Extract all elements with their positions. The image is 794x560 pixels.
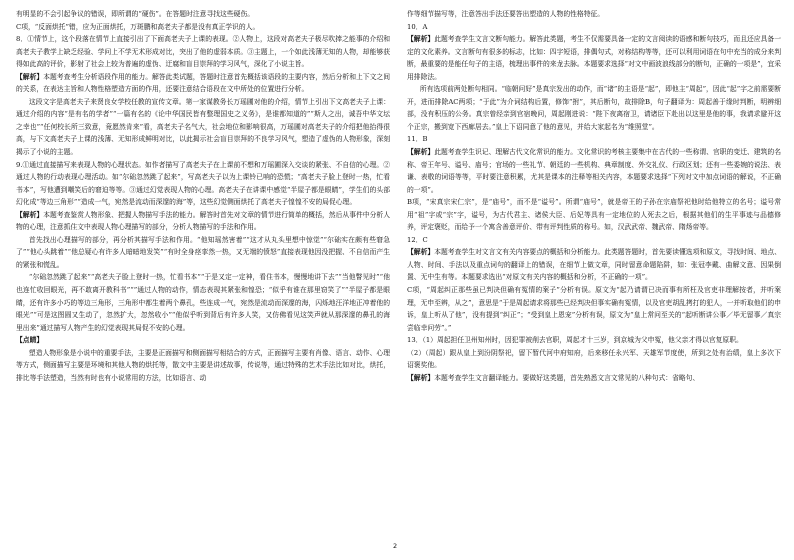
right-column — [407, 8, 781, 384]
paragraph-text: 本题考查学生对文言文有关内容要点的概括和分析能力。此类题答题时，首先要读懂选项和原文，寻找时间、地点、人物、时间、手法以及重点词句的翻译上的错误，在细节上做文章，同时留意命题陷阱，如：张冠李戴、曲解文意、因果倒置、无中生有等。本题要求选出“对原文有关内容的概括和分析，不正确的一项”。 — [407, 248, 782, 282]
section-label: 【解析】 — [16, 72, 44, 81]
paragraph — [407, 83, 781, 133]
left-column — [16, 8, 390, 384]
paragraph-text: C项，“反面烘托”错，应为正面烘托，万斑鹏和高老夫子都是没有真正学识的人。 — [16, 22, 260, 31]
section-label: 【解析】 — [407, 248, 435, 257]
paragraph-text: 塑造人物形象是小说中的重要手法，主要是正面描写和侧面描写相结合的方式，正面描写主要有肖像、语言、动作、心理等方式，侧面描写主要是环境和其他人物的烘托等，散文中主要是讲述故事，传说等，通过特殊的艺术手法比如对比，烘托，排比等手法塑造，当然有时也有小说常用的方法，比如语言、动 — [16, 348, 390, 382]
section-label: 【点睛】 — [16, 336, 44, 345]
section-label: 【解析】 — [16, 210, 44, 219]
paragraph-text: 此题考查学生识记、理解古代文化常识的能力。文化常识的考核主要集中在古代的一些称谓、官职的变迁、建筑的名称、帝王年号、谥号、庙号；官场的一些礼节、朝廷的一些机构、典章制度、外交礼仪、行政区划；还有一些委婉的说法、表谦、表敬的词语等等，平时要注意积累，尤其是课本的注释等相关内容，本题要求选择“下列对文中加点词语的解说，不正确的一项”。 — [407, 148, 782, 194]
paragraph — [16, 96, 390, 159]
paragraph — [407, 133, 781, 146]
paragraph — [16, 234, 390, 272]
paragraph — [407, 284, 781, 334]
paragraph-text: 13．（1）周起担任卫州知州时，因犯罪被削去官职，周起才十三岁，到京城为父申冤，他父亲才得以官复原职。 — [407, 336, 743, 345]
paragraph — [407, 246, 781, 284]
section-label: 【解析】 — [407, 35, 435, 44]
paragraph-text: 9.①通过直接描写来表现人物的心理状态。如作者描写了高老夫子在上课前不想和万瑶圃深入交谈的紧张、不自信的心理。②通过人物的行动表现心理活动。如“尔础忽然跳了起来”，写高老夫子以为上课铃已响的恐慌；“高老夫子脸上登时一热，忙看书本”，写他遭到嘲笑后的窘迫等等。③通过幻觉表现人物的心理。高老夫子在讲课中感觉“半屋子都是眼睛”，学生们的头部幻化成“等边三角形”“造成一气，宛然是流动而深邃的海”等，这些幻觉侧面烘托了高老夫子惶惶不安的局促心理。 — [16, 160, 390, 207]
paragraph — [407, 234, 781, 247]
paragraph — [407, 372, 781, 385]
paragraph — [407, 33, 781, 83]
paragraph — [16, 334, 390, 347]
paragraph — [16, 159, 390, 209]
paragraph-text: 本题考查考生分析语段作用的能力。解答此类试题，答题时注意首先概括该语段的主要内容，然后分析和上下文之间的关系，在表达主旨和人物性格塑造方面的作用，还要注意结合语段在文中所处的位置进行分析。 — [16, 72, 391, 94]
paragraph-text: “尔础忽然跳了起来”“高老夫子脸上登时一热，忙看书本”“于是又定一定神，看住书本，慢慢地讲下去”“当他瞥见时”“他也连忙收回眼光，再不敢离开教科书”“”通过人物的动作，情态表现其紧张和惶恐；“似乎有谁在那里窃笑了”“半屋子都是眼睛，还有许多小巧的等边三角形，三角形中都生着两个鼻孔，些连成一气，宛然是流动而深邃的海，闪烁地汪洋地正冲着他的眼光”“可是这图圆又生动了，忽然扩大，忽然收小”“他似乎听到背后有许多人笑，又仿佛看见这笑声就从那深邃的鼻孔的海里出来”通过描写人物产生的幻觉表现其局促不安的心理。 — [16, 273, 390, 332]
paragraph-text: （2）（周起）跟从皇上到汾阴祭祀，留下暂代河中府知府，后来移任永兴军、天雄军节度使，所到之处有治绩，皇上多次下诏褒奖他。 — [407, 348, 781, 370]
page-number: 2 — [393, 542, 398, 550]
paragraph — [407, 8, 781, 21]
section-label: 【解析】 — [407, 373, 435, 382]
section-label: 【解析】 — [407, 148, 435, 157]
paragraph-text: 有明显的不会引起争议的错误，即所谓的“硬伤”。在答题时注意寻找这些硬伤。 — [16, 10, 255, 18]
paragraph-text: 8．①情节上，这个段落在情节上直接引出了下面高老夫子上课的表现。②人物上，这段对高老夫子极尽吹捧之能事的介绍和高老夫子教学上缺乏经验、学问上不学无术形成对比，突出了他的虚弱本质。③主题上，一个如此浅薄无知的人物，却能够获得如此高的评价，影射了社会上较为普遍的虚伪、迂腐和盲目崇拜的学习风气，深化了小说主旨。 — [16, 35, 390, 69]
paragraph-text: 本题考查鉴赏人物形象、把握人物描写手法的能力。解答时首先对文章的情节进行简单的概括，然后从事件中分析人物的心理，注意抓住文中表现人物心理描写的部分，分析人物描写的手法和作用。 — [16, 210, 391, 232]
paragraph — [407, 146, 781, 196]
paragraph — [16, 71, 390, 96]
paragraph — [16, 209, 390, 234]
paragraph-text: 首先找出心理描写的部分，再分析其描写手法和作用。“他知瑶然害着”“这才从丸头里想中惊觉”“尔础实在颇有些窘急了”“他心头跳着”“他总疑心有许多人暗暗地发笑”“有时全身痉挛然一热，又无端的愤怒”直接表现他因没把握、不自信而产生的紧张和慌乱。 — [16, 235, 390, 269]
paragraph-text: 本题考查学生文言翻译能力。要做好这类题，首先熟悉文言文常见的八种句式：省略句、 — [434, 373, 700, 382]
paragraph — [407, 334, 781, 347]
paragraph-text: 作等细节描写等，注意答出手法还要答出塑造的人物的性格特征。 — [407, 10, 605, 18]
paragraph — [16, 271, 390, 334]
paragraph-text: 10．A — [407, 22, 428, 31]
paragraph — [16, 347, 390, 385]
paragraph — [407, 196, 781, 234]
paragraph — [16, 33, 390, 71]
paragraph-text: C项，“周起纠正那些虽已判决但确有冤情的案子”分析有误。原文为“起乃请谓已决而事有所枉及官吏非理解按者，并听案理，无申至辨，从之”，意思是“于是周起请求将那些已经判决但事实确有冤情，以及官吏胡乱拷打的犯人，一并听取他们的申诉，皇上听从了他”，没有提到“纠正”；“受到皇上恩宠”分析有误，原文为“皇上常问至关的“起听断讲公事／毕无留事／真宗尝临幸问劳”。” — [407, 286, 781, 332]
paragraph — [16, 8, 390, 21]
paragraph-text: 11．B — [407, 135, 428, 144]
paragraph-text: 这段文字是高老夫子来贤良女学校任教的宣传文章。第一家谋教务长万瑶圃对他的介绍，情节上引出下文高老夫子上课：通过介绍的内容“是有名的学者”“一篇有名的《论中华国民皆有整理国史之义务》，是谁都知道的”“斯人之出，诚吾中华文坛之幸也”“任何校长所三致意，竟愿然肯来”看，高老夫子名气大，社会地位和影响很高，万瑶圃对高老夫子的介绍把他抬得很高，与下文高老夫子上课的浅薄、无知形成鲜明对比，以此揭示社会盲目崇拜的不良学习风气，塑造了虚伪的人物形象，深刻揭示了小说的主题。 — [16, 97, 390, 157]
paragraph — [407, 347, 781, 372]
paragraph — [407, 21, 781, 34]
paragraph-text: 12．C — [407, 235, 428, 244]
paragraph-text: 此题考查学生文言文断句能力。解答此类题，考生不仅需要具备一定的文言阅读的语感和断句技巧，而且还应具备一定的文化素养。文言断句有很多的标志，比如：四字短语，排偶句式，对称结构等等，还可以利用词语在句中充当的成分来判断，最重要的是能任句子的主语，梳理出事件的来龙去脉。本题要求选择“对文中画波浪线部分的断句，正确的一项是”，宜采用排除法。 — [407, 35, 782, 81]
paragraph — [16, 21, 390, 34]
paragraph-text: 所有选项前两处断句相同。“临朝问好”是真宗发出的动作，而“诸”的主语是“起”，即他主“周起”，因此“起”字之前需要断开，进而排除AC两项；“于此”为介词结构后置，修饰“拊”，其后断句，故排除B，句子翻译为：周起善于缘时判断，明辨细部，没有积压的公务。真宗曾经亲到官宿晚问，周起刚进说：“陛下夜离宿卫，请诸臣下赴出以这里是他的事，我请求避开这个正宗，搬到宽下西廊居去。”皇上下诏同意了他的意见，并给大家起名为“维照堂”。 — [407, 85, 781, 131]
paragraph-text: B项，“宋真宗宋仁宗”，是“庙号”，而不是“谥号”。所谓“庙号”，就是帝王的子孙在宗庙祭祀他时给他特立的名号；谥号常用“祖”字或“宗”字，谥号，为古代君主、诸侯大臣、后妃等具有一定地位的人死去之后，根据其他们的生平事迹与品德修养，评定褒贬，而给予一个寓含善意评价、带有评判性质的称号。如，汉武武帝、魏武帝、隋炀帝等。 — [407, 198, 781, 232]
